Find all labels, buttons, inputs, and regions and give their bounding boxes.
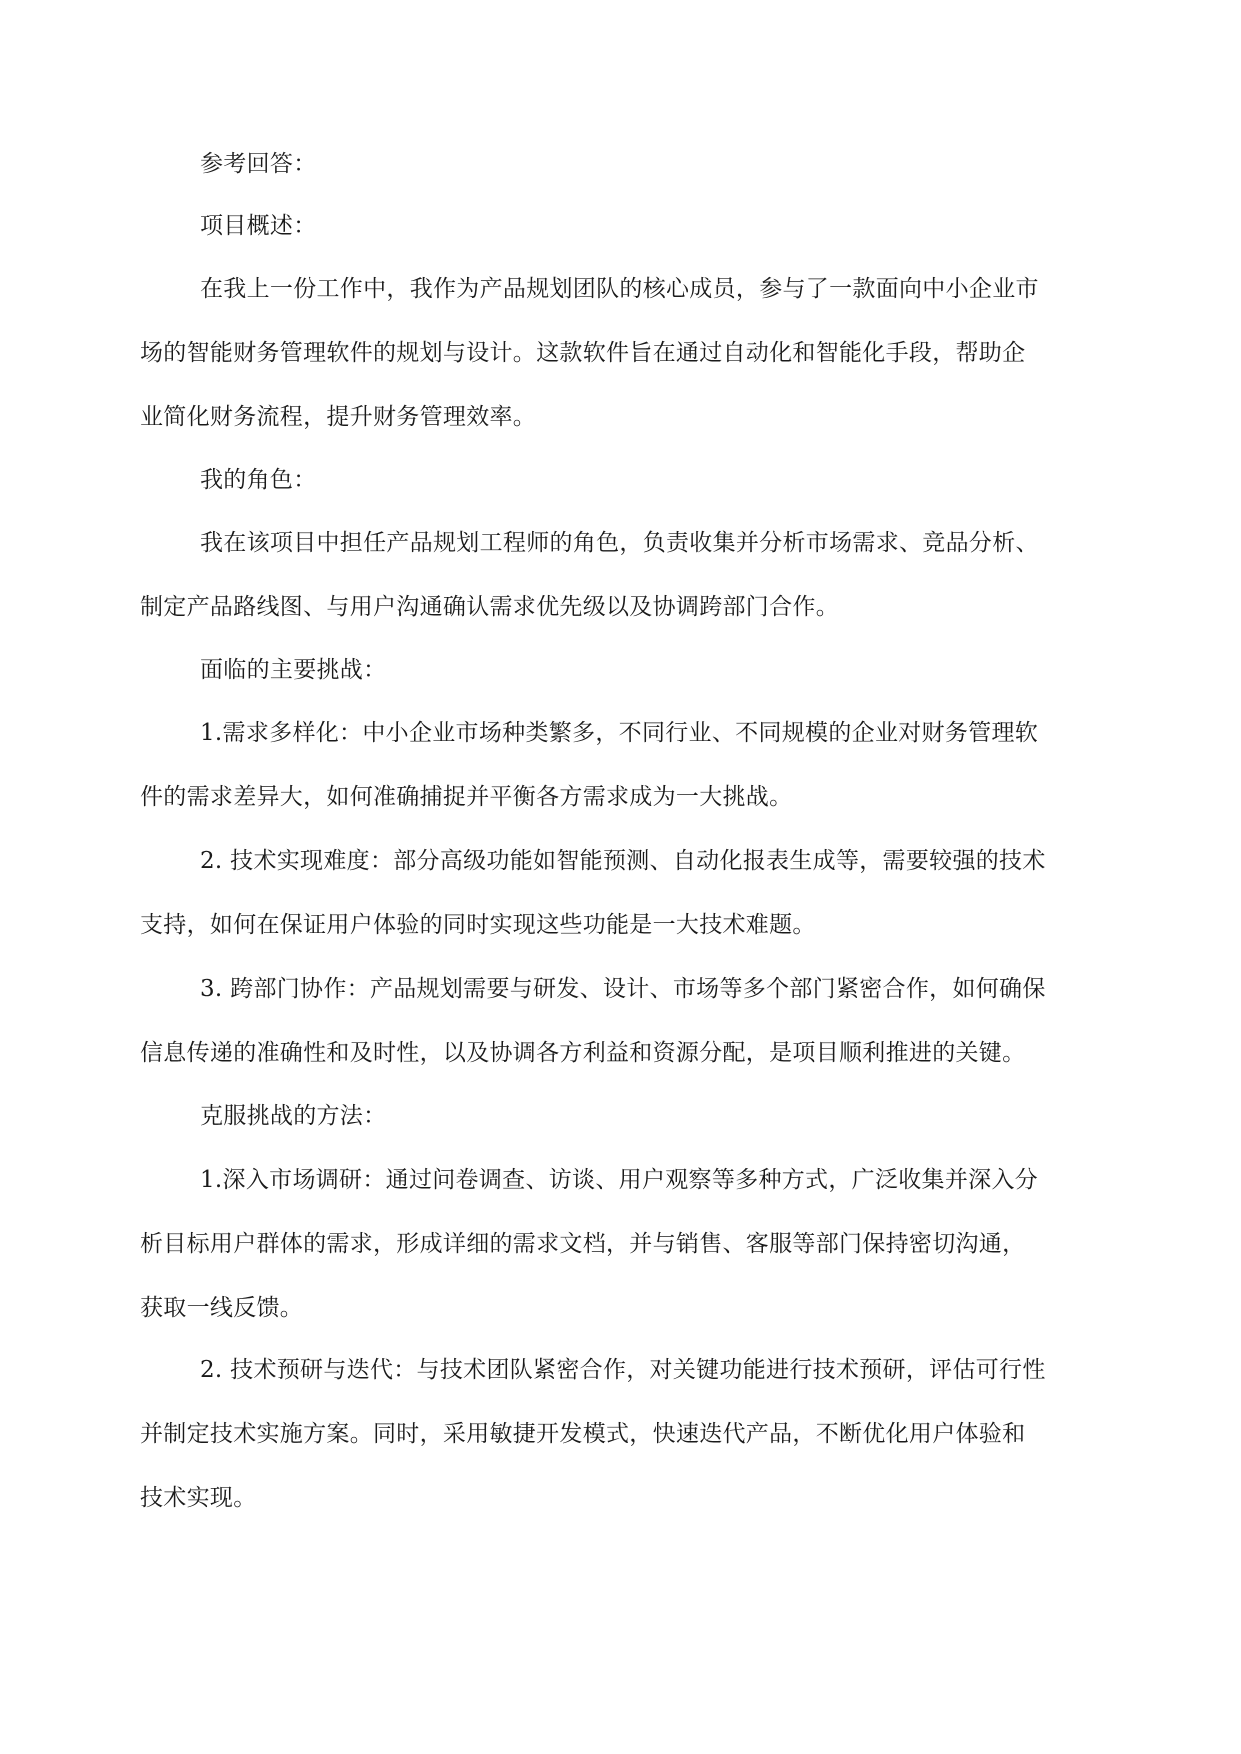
text-line: 技术实现。: [140, 1485, 257, 1511]
text-line: 我的角色：: [200, 467, 317, 493]
text-line: 克服挑战的方法：: [200, 1103, 387, 1129]
text-line: 信息传递的准确性和及时性，以及协调各方利益和资源分配，是项目顺利推进的关键。: [140, 1040, 1026, 1066]
text-line: 3. 跨部门协作：产品规划需要与研发、设计、市场等多个部门紧密合作，如何确保: [200, 976, 1046, 1002]
challenge-item-3: [200, 957, 1105, 1021]
challenge-item-1-cont: [140, 765, 1100, 829]
text-line: 1.需求多样化：中小企业市场种类繁多，不同行业、不同规模的企业对财务管理软: [200, 720, 1039, 746]
challenge-item-2-cont: [140, 893, 1100, 957]
reference-answer-label: [200, 132, 1105, 196]
text-line: 析目标用户群体的需求，形成详细的需求文档，并与销售、客服等部门保持密切沟通，: [140, 1231, 1026, 1257]
text-line: 1.深入市场调研：通过问卷调查、访谈、用户观察等多种方式，广泛收集并深入分: [200, 1167, 1039, 1193]
method-item-1: [200, 1148, 1105, 1212]
project-overview-body-cont: [140, 321, 1100, 449]
text-line: 在我上一份工作中，我作为产品规划团队的核心成员，参与了一款面向中小企业市: [200, 276, 1039, 302]
my-role-body: [200, 511, 1105, 575]
text-line: 并制定技术实施方案。同时，采用敏捷开发模式，快速迭代产品，不断优化用户体验和: [140, 1421, 1026, 1447]
text-line: 件的需求差异大，如何准确捕捉并平衡各方需求成为一大挑战。: [140, 784, 793, 810]
project-overview-body: [200, 257, 1105, 321]
text-line: 业简化财务流程，提升财务管理效率。: [140, 404, 537, 430]
text-line: 2. 技术实现难度：部分高级功能如智能预测、自动化报表生成等，需要较强的技术: [200, 848, 1046, 874]
challenge-item-1: [200, 701, 1105, 765]
challenge-item-2: [200, 829, 1105, 893]
text-line: 项目概述：: [200, 213, 317, 239]
text-line: 2. 技术预研与迭代：与技术团队紧密合作，对关键功能进行技术预研，评估可行性: [200, 1357, 1046, 1383]
project-overview-heading: [200, 194, 1105, 258]
text-line: 我在该项目中担任产品规划工程师的角色，负责收集并分析市场需求、竞品分析、: [200, 530, 1039, 556]
text-line: 获取一线反馈。: [140, 1295, 304, 1321]
challenge-item-3-cont: [140, 1021, 1100, 1085]
my-role-body-cont: [140, 575, 1100, 639]
challenges-heading: [200, 638, 1105, 702]
method-item-2: [200, 1338, 1105, 1402]
text-line: 参考回答：: [200, 151, 317, 177]
my-role-heading: [200, 448, 1105, 512]
method-item-2-cont: [140, 1402, 1100, 1530]
text-line: 面临的主要挑战：: [200, 657, 387, 683]
text-line: 支持，如何在保证用户体验的同时实现这些功能是一大技术难题。: [140, 912, 816, 938]
method-item-1-cont: [140, 1212, 1100, 1340]
text-line: 制定产品路线图、与用户沟通确认需求优先级以及协调跨部门合作。: [140, 594, 839, 620]
text-line: 场的智能财务管理软件的规划与设计。这款软件旨在通过自动化和智能化手段，帮助企: [140, 340, 1026, 366]
methods-heading: [200, 1084, 1105, 1148]
